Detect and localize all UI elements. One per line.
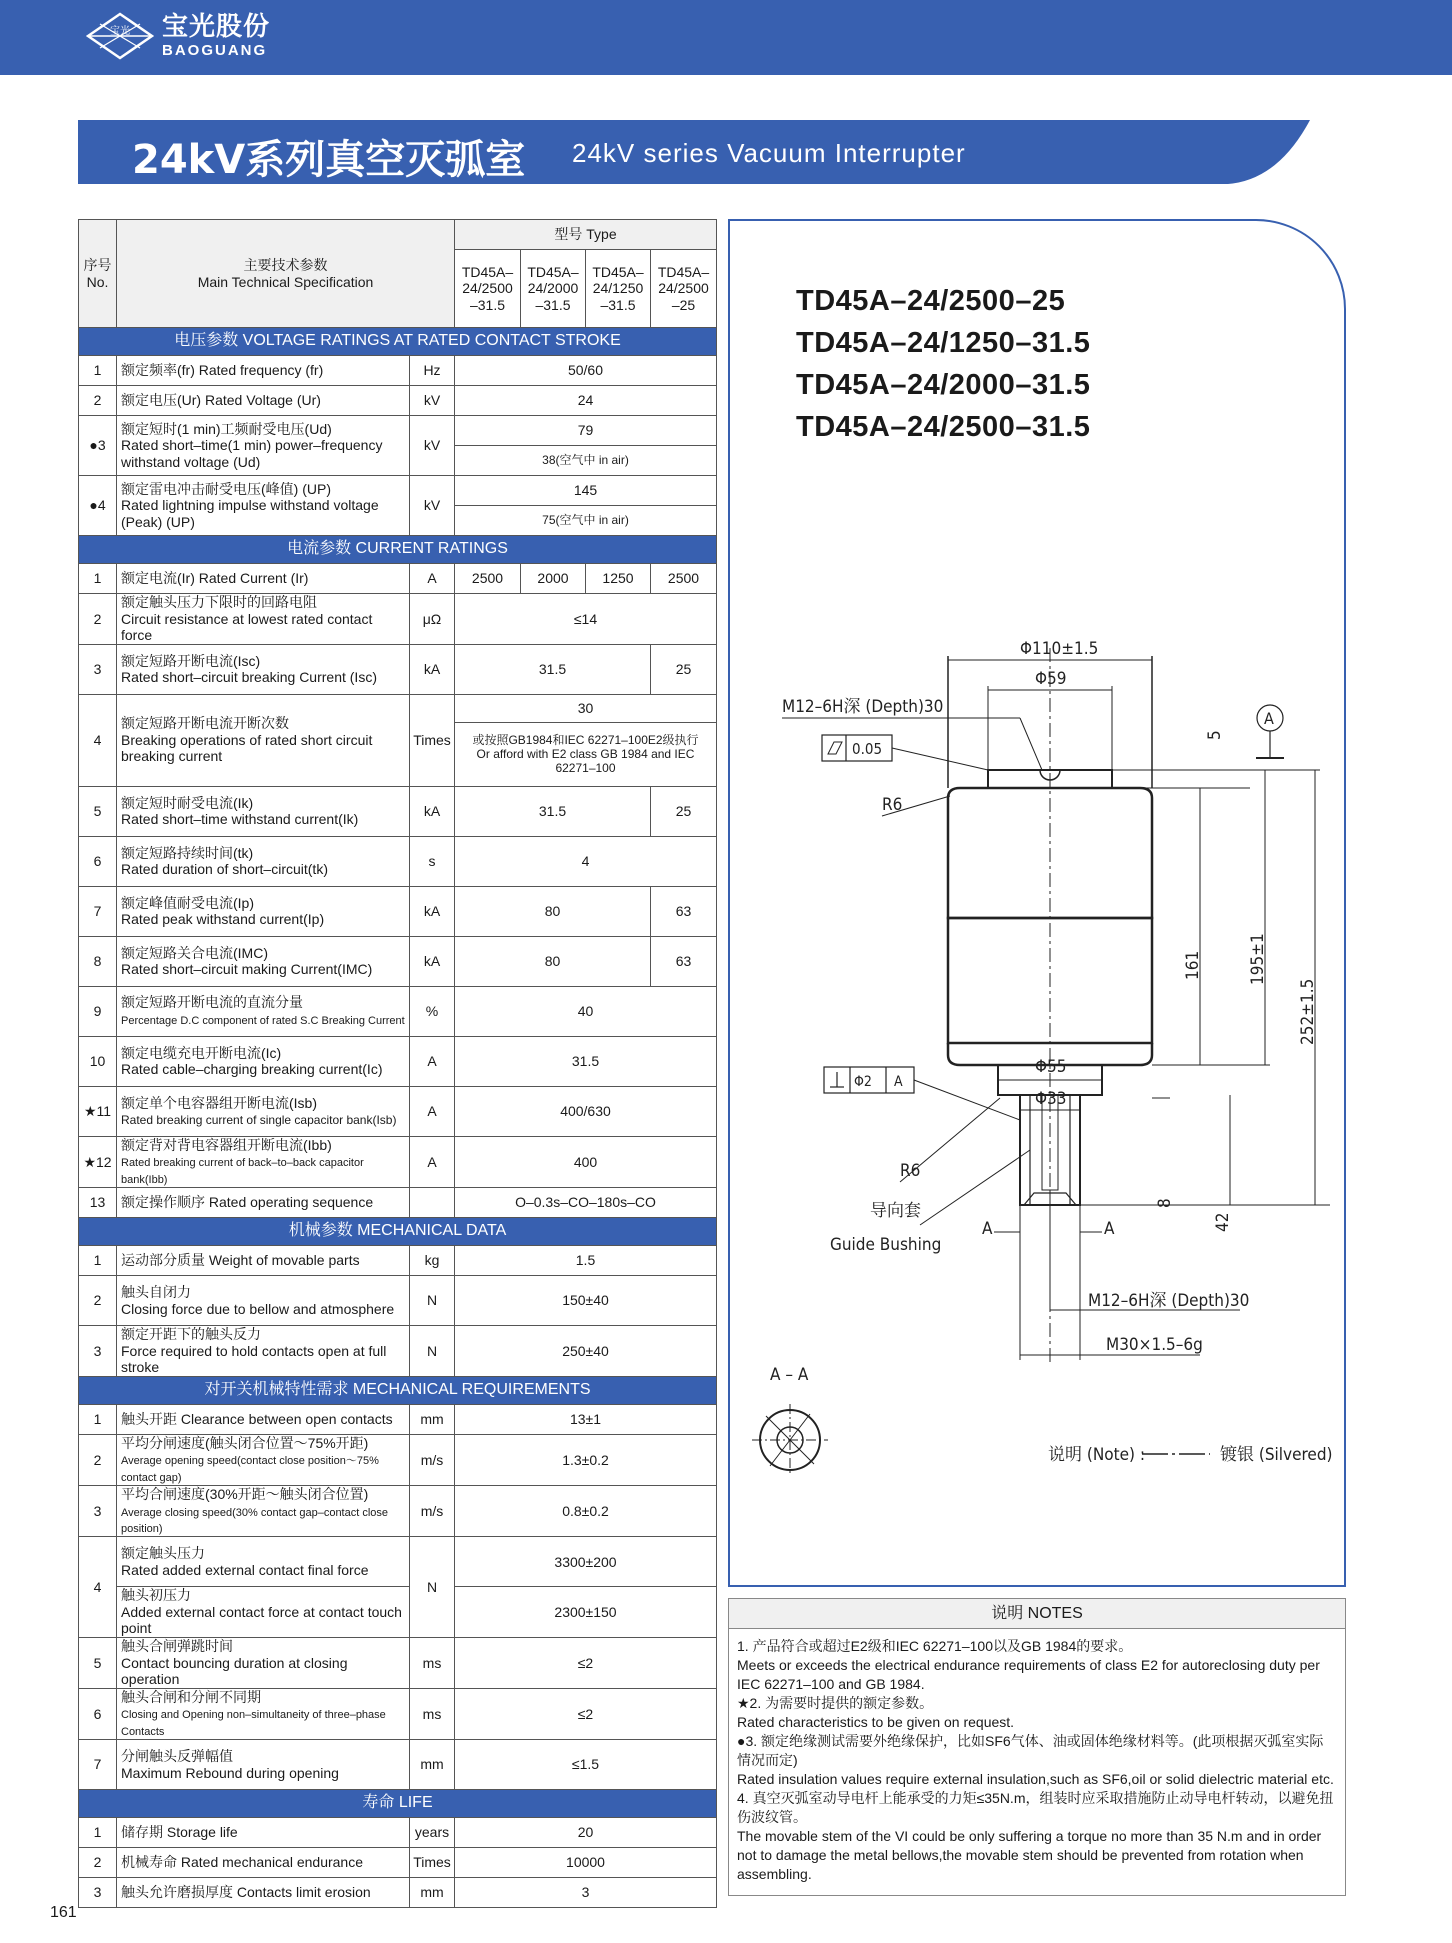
table-row: [79, 1434, 717, 1485]
table-cell: [79, 220, 117, 328]
baoguang-logo-icon: [86, 12, 154, 60]
dim-252: 252±1.5: [1298, 978, 1318, 1045]
section-life: [79, 1790, 717, 1818]
table-cell: 额定短路开断电流(Isc) Rated short–circuit breaking Current (Isc): [117, 644, 410, 694]
table-cell: 31.5: [455, 1036, 717, 1086]
table-row: [79, 1688, 717, 1739]
table-cell: 50/60: [455, 356, 717, 386]
note-line: ★2. 为需要时提供的额定参数。: [737, 1695, 934, 1711]
table-cell: 30: [455, 694, 717, 722]
table-cell: Hz: [410, 356, 455, 386]
table-cell: 寿命 LIFE: [79, 1790, 717, 1818]
table-cell: 0.8±0.2: [455, 1486, 717, 1537]
table-cell: 或按照GB1984和IEC 62271–100E2级执行 Or afford with E2 class GB 1984 and IEC 62271–100: [455, 722, 717, 786]
table-cell: 13: [79, 1188, 117, 1218]
top-banner: [0, 0, 1452, 75]
table-cell: [455, 220, 717, 250]
table-cell: ≤2: [455, 1688, 717, 1739]
table-row: [79, 1638, 717, 1689]
section-mech-data: [79, 1218, 717, 1246]
col-no-cn: 序号: [83, 256, 112, 273]
section-a-right: A: [1104, 1219, 1115, 1239]
table-row: [79, 1086, 717, 1136]
table-row: [79, 564, 717, 594]
table-header-row: [79, 220, 717, 250]
notes-heading: 说明 NOTES: [729, 1599, 1345, 1629]
table-cell: m/s: [410, 1486, 455, 1537]
table-cell: 3: [79, 644, 117, 694]
table-cell: 4: [455, 836, 717, 886]
table-cell: O–0.3s–CO–180s–CO: [455, 1188, 717, 1218]
table-cell: 1.3±0.2: [455, 1434, 717, 1485]
table-row: [79, 936, 717, 986]
table-row: [79, 786, 717, 836]
label-guide-en: Guide Bushing: [830, 1235, 942, 1255]
table-cell: mm: [410, 1404, 455, 1434]
table-cell: 400/630: [455, 1086, 717, 1136]
dim-m30: M30×1.5–6g: [1106, 1335, 1203, 1355]
table-cell: 80: [455, 886, 651, 936]
table-cell: 触头初压力 Added external contact force at contact touch point: [117, 1587, 410, 1638]
table-row: [79, 1246, 717, 1276]
table-cell: mm: [410, 1878, 455, 1908]
table-cell: years: [410, 1818, 455, 1848]
table-cell: N: [410, 1326, 455, 1377]
table-cell: 5: [79, 786, 117, 836]
table-cell: 1: [79, 564, 117, 594]
table-cell: 额定单个电容器组开断电流(Isb) Rated breaking current of single capacitor bank(Isb): [117, 1086, 410, 1136]
table-cell: 额定短路开断电流开断次数 Breaking operations of rated short circuit breaking current: [117, 694, 410, 786]
table-row: [79, 1878, 717, 1908]
dim-8: 8: [1155, 1198, 1175, 1208]
table-cell: 额定触头压力下限时的回路电阻 Circuit resistance at lowest rated contact force: [117, 594, 410, 645]
table-row: [79, 356, 717, 386]
table-cell: kA: [410, 644, 455, 694]
table-cell: 4: [79, 1537, 117, 1638]
table-row: [79, 1818, 717, 1848]
table-cell: 1: [79, 356, 117, 386]
table-cell: ≤2: [455, 1638, 717, 1689]
table-row: [79, 386, 717, 416]
table-cell: 额定开距下的触头反力 Force required to hold contacts open at full stroke: [117, 1326, 410, 1377]
table-cell: 电流参数 CURRENT RATINGS: [79, 536, 717, 564]
table-cell: A: [410, 1036, 455, 1086]
model-item: TD45A–24/1250–31.5: [796, 327, 1091, 359]
table-cell: 额定雷电冲击耐受电压(峰值) (UP) Rated lightning impulse withstand voltage (Peak) (UP): [117, 476, 410, 536]
table-cell: 63: [651, 936, 717, 986]
notes-body: [729, 1629, 1345, 1892]
table-cell: [117, 220, 455, 328]
table-cell: 2: [79, 1276, 117, 1326]
table-cell: 7: [79, 1740, 117, 1790]
table-cell: 平均合闸速度(30%开距～触头闭合位置) Average closing speed(30% contact gap–contact close position): [117, 1486, 410, 1537]
dim-perp: Φ2: [854, 1074, 872, 1090]
dim-r6-bot: R6: [900, 1161, 921, 1181]
brand-name-cn: 宝光股份: [162, 12, 271, 42]
table-cell: 触头开距 Clearance between open contacts: [117, 1404, 410, 1434]
section-current: [79, 536, 717, 564]
model-item: TD45A–24/2500–25: [796, 285, 1066, 317]
model-list: [796, 280, 1090, 448]
table-cell: 机械参数 MECHANICAL DATA: [79, 1218, 717, 1246]
table-cell: 1: [79, 1404, 117, 1434]
section-mech-req: [79, 1376, 717, 1404]
table-cell: 1: [79, 1246, 117, 1276]
table-cell: 2500: [455, 564, 521, 594]
table-row: [79, 886, 717, 936]
table-cell: 分闸触头反弹幅值 Maximum Rebound during opening: [117, 1740, 410, 1790]
table-row: [79, 1740, 717, 1790]
table-cell: kg: [410, 1246, 455, 1276]
page-title-banner: [78, 120, 1310, 184]
model-item: TD45A–24/2500–31.5: [796, 411, 1091, 443]
note-line: 1. 产品符合或超过E2级和IEC 62271–100以及GB 1984的要求。: [737, 1638, 1133, 1654]
table-cell: 25: [651, 786, 717, 836]
dim-195: 195±1: [1248, 933, 1268, 985]
table-cell: 5: [79, 1638, 117, 1689]
dim-5: 5: [1205, 730, 1225, 740]
table-cell: 额定电压(Ur) Rated Voltage (Ur): [117, 386, 410, 416]
table-cell: 150±40: [455, 1276, 717, 1326]
table-cell: 额定频率(fr) Rated frequency (fr): [117, 356, 410, 386]
table-row: [79, 594, 717, 645]
table-cell: kA: [410, 886, 455, 936]
table-row: [79, 1036, 717, 1086]
col-spec-en: Main Technical Specification: [197, 273, 374, 290]
table-cell: 250±40: [455, 1326, 717, 1377]
table-cell: 40: [455, 986, 717, 1036]
table-cell: 额定短时(1 min)工频耐受电压(Ud) Rated short–time(1 min) power–frequency withstand voltage (Ud): [117, 416, 410, 476]
table-cell: 10: [79, 1036, 117, 1086]
table-row: [79, 476, 717, 506]
table-cell: kV: [410, 386, 455, 416]
type-col-3: TD45A– 24/1250 –31.5: [586, 250, 651, 328]
type-col-4: TD45A– 24/2500 –25: [651, 250, 717, 328]
section-voltage: [79, 328, 717, 356]
table-cell: 2: [79, 594, 117, 645]
table-cell: 13±1: [455, 1404, 717, 1434]
dim-m12-top: M12–6H深 (Depth)30: [782, 697, 944, 717]
dim-d59: Φ59: [1035, 669, 1067, 689]
table-cell: ★11: [79, 1086, 117, 1136]
table-cell: 6: [79, 836, 117, 886]
table-cell: 3: [79, 1326, 117, 1377]
table-row: [79, 1848, 717, 1878]
datum-a: A: [1264, 709, 1274, 728]
dim-d33: Φ33: [1035, 1089, 1067, 1109]
table-cell: 额定背对背电容器组开断电流(Ibb) Rated breaking current of back–to–back capacitor bank(Ibb): [117, 1136, 410, 1187]
dim-42: 42: [1213, 1212, 1233, 1232]
table-cell: 额定电流(Ir) Rated Current (Ir): [117, 564, 410, 594]
note-label: 说明 (Note) :: [1048, 1445, 1146, 1465]
table-cell: ms: [410, 1688, 455, 1739]
table-cell: 63: [651, 886, 717, 936]
table-cell: 机械寿命 Rated mechanical endurance: [117, 1848, 410, 1878]
type-col-1: TD45A– 24/2500 –31.5: [455, 250, 521, 328]
table-cell: 运动部分质量 Weight of movable parts: [117, 1246, 410, 1276]
note-line: 4. 真空灭弧室动导电杆上能承受的力矩≤35N.m，组装时应采取措施防止动导电杆转动，以避免扭伤波纹管。: [737, 1790, 1334, 1825]
table-cell: [410, 1188, 455, 1218]
note-line: The movable stem of the VI could be only suffering a torque no more than 35 N.m and in order not to damage the metal bellows,the movable stem should be prevented from rotation when assembling.: [737, 1828, 1322, 1882]
dim-r6-top: R6: [882, 795, 903, 815]
table-cell: 6: [79, 1688, 117, 1739]
table-row: [79, 1276, 717, 1326]
table-cell: 1250: [586, 564, 651, 594]
table-cell: 2500: [651, 564, 717, 594]
table-cell: 额定触头压力 Rated added external contact final force: [117, 1537, 410, 1587]
table-cell: 10000: [455, 1848, 717, 1878]
technical-drawing: [730, 620, 1340, 1500]
table-cell: kA: [410, 936, 455, 986]
table-cell: 38(空气中 in air): [455, 446, 717, 476]
table-cell: 24: [455, 386, 717, 416]
col-no-en: No.: [86, 273, 109, 290]
dim-m12-bottom: M12–6H深 (Depth)30: [1088, 1291, 1250, 1311]
table-cell: 触头合闸弹跳时间 Contact bouncing duration at closing operation: [117, 1638, 410, 1689]
table-cell: 额定短路关合电流(IMC) Rated short–circuit making Current(IMC): [117, 936, 410, 986]
table-cell: 2: [79, 1848, 117, 1878]
table-cell: 80: [455, 936, 651, 986]
page-number: 161: [50, 1904, 77, 1921]
table-cell: ≤1.5: [455, 1740, 717, 1790]
table-cell: s: [410, 836, 455, 886]
model-item: TD45A–24/2000–31.5: [796, 369, 1091, 401]
table-cell: 触头合闸和分闸不同期 Closing and Opening non–simultaneity of three–phase Contacts: [117, 1688, 410, 1739]
table-cell: Times: [410, 1848, 455, 1878]
table-cell: 25: [651, 644, 717, 694]
table-cell: 145: [455, 476, 717, 506]
section-aa-label: A – A: [770, 1365, 809, 1385]
table-cell: ★12: [79, 1136, 117, 1187]
table-cell: 400: [455, 1136, 717, 1187]
table-cell: μΩ: [410, 594, 455, 645]
col-spec-cn: 主要技术参数: [243, 256, 328, 273]
table-cell: N: [410, 1537, 455, 1638]
table-cell: 3: [79, 1878, 117, 1908]
table-cell: 3300±200: [455, 1537, 717, 1587]
table-cell: 3: [79, 1486, 117, 1537]
note-line: Rated characteristics to be given on request.: [737, 1714, 1015, 1730]
table-cell: 触头自闭力 Closing force due to bellow and atmosphere: [117, 1276, 410, 1326]
label-guide-cn: 导向套: [870, 1201, 921, 1221]
dim-perp-datum: A: [894, 1074, 903, 1090]
table-cell: 2: [79, 386, 117, 416]
table-row: [79, 416, 717, 446]
table-cell: N: [410, 1276, 455, 1326]
table-cell: %: [410, 986, 455, 1036]
table-row: [79, 986, 717, 1036]
table-cell: mm: [410, 1740, 455, 1790]
table-cell: ms: [410, 1638, 455, 1689]
table-cell: 触头允许磨损厚度 Contacts limit erosion: [117, 1878, 410, 1908]
brand-name-en: BAOGUANG: [162, 42, 268, 59]
note-silvered: 镀银 (Silvered): [1220, 1445, 1333, 1465]
table-cell: 4: [79, 694, 117, 786]
table-cell: kV: [410, 476, 455, 536]
table-cell: 额定短路开断电流的直流分量 Percentage D.C component of rated S.C Breaking Current: [117, 986, 410, 1036]
table-cell: A: [410, 1086, 455, 1136]
table-cell: 2000: [521, 564, 586, 594]
table-cell: 31.5: [455, 644, 651, 694]
table-row: [79, 1486, 717, 1537]
dim-161: 161: [1183, 950, 1203, 980]
type-col-2: TD45A– 24/2000 –31.5: [521, 250, 586, 328]
table-cell: A: [410, 564, 455, 594]
table-cell: 额定操作顺序 Rated operating sequence: [117, 1188, 410, 1218]
dim-d110: Φ110±1.5: [1020, 639, 1099, 659]
table-cell: 2300±150: [455, 1587, 717, 1638]
note-line: Rated insulation values require external insulation,such as SF6,oil or solid dielectric material etc.: [737, 1771, 1334, 1787]
table-cell: A: [410, 1136, 455, 1187]
table-cell: 2: [79, 1434, 117, 1485]
table-cell: 1: [79, 1818, 117, 1848]
table-cell: 3: [455, 1878, 717, 1908]
table-cell: 20: [455, 1818, 717, 1848]
table-cell: 电压参数 VOLTAGE RATINGS AT RATED CONTACT STROKE: [79, 328, 717, 356]
table-cell: 9: [79, 986, 117, 1036]
table-cell: Times: [410, 694, 455, 786]
dim-d55: Φ55: [1035, 1057, 1067, 1077]
table-cell: 额定短路持续时间(tk) Rated duration of short–circuit(tk): [117, 836, 410, 886]
table-cell: 储存期 Storage life: [117, 1818, 410, 1848]
table-cell: 31.5: [455, 786, 651, 836]
note-line: Meets or exceeds the electrical endurance requirements of class E2 for autoreclosing duty per IEC 62271–100 and GB 1984.: [737, 1657, 1320, 1692]
page-title-en: 24kV series Vacuum Interrupter: [572, 138, 966, 168]
note-line: ●3. 额定绝缘测试需要外绝缘保护，比如SF6气体、油或固体绝缘材料等。(此项根据灭弧室实际情况而定): [737, 1733, 1324, 1768]
table-cell: 79: [455, 416, 717, 446]
table-row: [79, 1188, 717, 1218]
dim-flatness: 0.05: [852, 740, 883, 758]
spec-table: [78, 219, 717, 1908]
table-cell: ●3: [79, 416, 117, 476]
col-type-cn: 型号: [554, 226, 583, 243]
table-row: [79, 644, 717, 694]
table-row: [79, 1404, 717, 1434]
table-cell: 75(空气中 in air): [455, 506, 717, 536]
table-cell: 平均分闸速度(触头闭合位置～75%开距) Average opening speed(contact close position～75% contact gap): [117, 1434, 410, 1485]
table-cell: ●4: [79, 476, 117, 536]
table-cell: 8: [79, 936, 117, 986]
section-a-left: A: [982, 1219, 993, 1239]
table-cell: ≤14: [455, 594, 717, 645]
table-cell: 1.5: [455, 1246, 717, 1276]
table-cell: 7: [79, 886, 117, 936]
notes-box: [728, 1598, 1346, 1896]
page-title-cn: 24kV系列真空灭弧室: [132, 137, 526, 183]
table-cell: 额定短时耐受电流(Ik) Rated short–time withstand current(Ik): [117, 786, 410, 836]
brand-logo: [86, 12, 270, 60]
table-row: [79, 836, 717, 886]
table-cell: 额定峰值耐受电流(Ip) Rated peak withstand current(Ip): [117, 886, 410, 936]
table-row: [79, 1136, 717, 1187]
table-row: [79, 1326, 717, 1377]
table-cell: 对开关机械特性需求 MECHANICAL REQUIREMENTS: [79, 1376, 717, 1404]
table-cell: kA: [410, 786, 455, 836]
table-cell: kV: [410, 416, 455, 476]
table-cell: 额定电缆充电开断电流(Ic) Rated cable–charging breaking current(Ic): [117, 1036, 410, 1086]
table-row: [79, 1537, 717, 1587]
col-type-en: Type: [586, 226, 617, 243]
table-cell: m/s: [410, 1434, 455, 1485]
logo-seal-text: 宝光: [110, 26, 130, 37]
table-row: [79, 694, 717, 722]
